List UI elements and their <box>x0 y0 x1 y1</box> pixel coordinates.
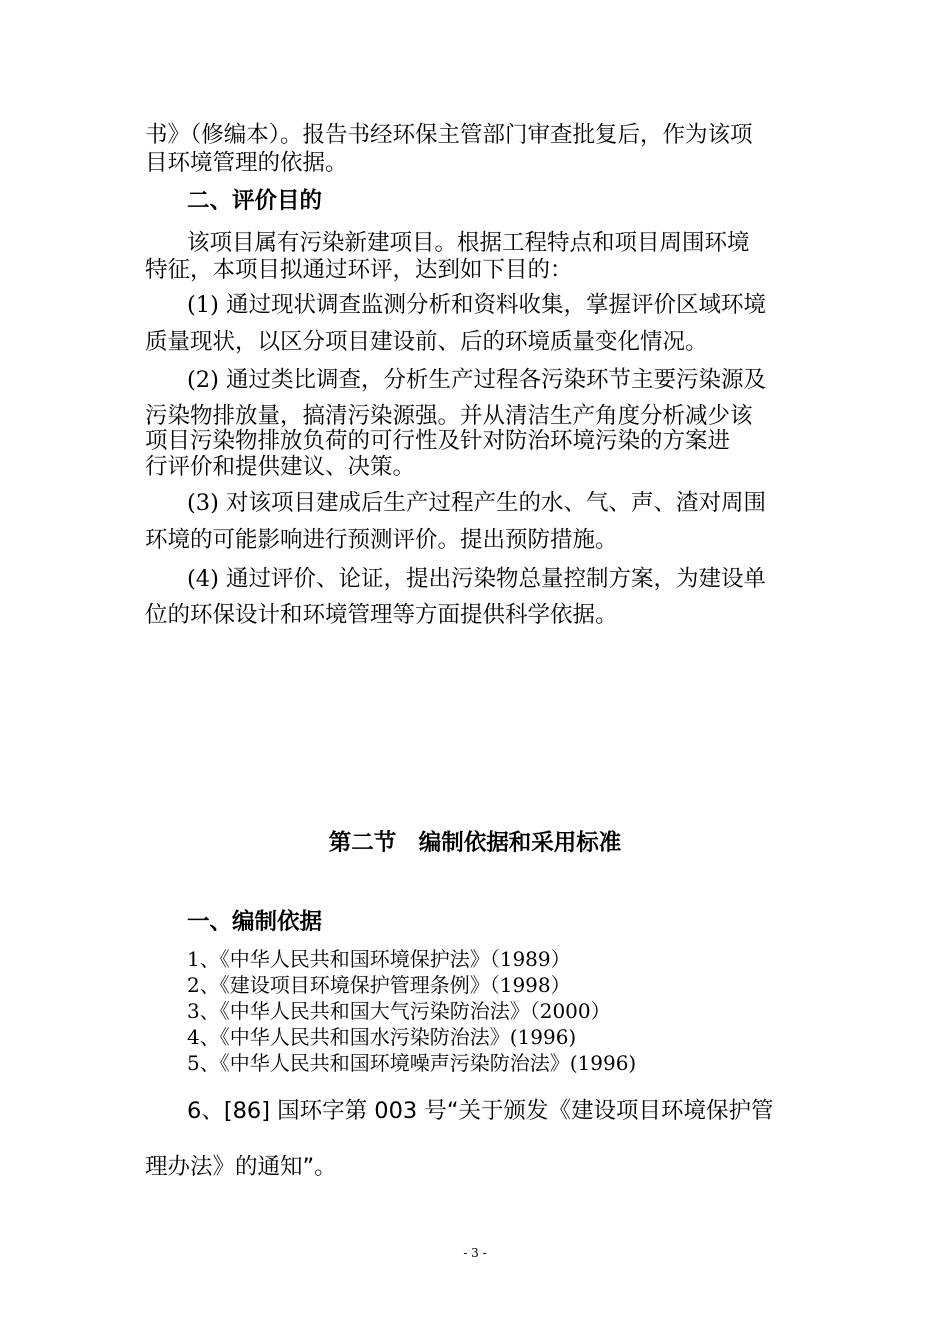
basis-list-item: 5、《中华人民共和国环境噪声污染防治法》(1996) <box>187 1051 637 1075</box>
paragraph-line: 书》（修编本）。报告书经环保主管部门审查批复后，作为该项 <box>145 122 753 148</box>
purpose-item-line: 行评价和提供建议、决策。 <box>145 454 416 480</box>
basis-list-item: 1、《中华人民共和国环境保护法》（1989） <box>187 947 571 971</box>
page-number: - 3 - <box>463 1246 487 1260</box>
basis-list-item: 4、《中华人民共和国水污染防治法》(1996) <box>187 1025 577 1049</box>
basis-list-item: 3、《中华人民共和国大气污染防治法》（2000） <box>187 999 611 1023</box>
purpose-item-line: (3) 对该项目建成后生产过程产生的水、气、声、渣对周围 <box>187 490 767 516</box>
purpose-item-line: 环境的可能影响进行预测评价。提出预防措施。 <box>145 527 618 553</box>
purpose-item-line: 项目污染物排放负荷的可行性及针对防治环境污染的方案进 <box>145 428 731 454</box>
paragraph-line: 目环境管理的依据。 <box>145 150 348 176</box>
purpose-item-line: 位的环保设计和环境管理等方面提供科学依据。 <box>145 602 618 628</box>
purpose-item-line: 质量现状，以区分项目建设前、后的环境质量变化情况。 <box>145 329 708 355</box>
purpose-item-line: (1) 通过现状调查监测分析和资料收集，掌握评价区域环境 <box>187 292 767 318</box>
section-heading: 一、编制依据 <box>187 909 323 935</box>
purpose-item-line: 污染物排放量，搞清污染源强。并从清洁生产角度分析减少该 <box>145 403 753 429</box>
section-heading: 二、评价目的 <box>187 188 323 214</box>
purpose-item-line: (4) 通过评价、论证，提出污染物总量控制方案，为建设单 <box>187 566 767 592</box>
paragraph-line: 该项目属有污染新建项目。根据工程特点和项目周围环境 <box>187 230 750 256</box>
chapter-title: 第二节 编制依据和采用标准 <box>328 830 622 856</box>
purpose-item-line: (2) 通过类比调查，分析生产过程各污染环节主要污染源及 <box>187 367 767 393</box>
paragraph-line: 特征，本项目拟通过环评，达到如下目的： <box>145 257 573 283</box>
basis-list-item: 理办法》的通知”。 <box>145 1154 337 1180</box>
basis-list-item: 6、[86] 国环字第 003 号“关于颁发《建设项目环境保护管 <box>187 1098 774 1124</box>
basis-list-item: 2、《建设项目环境保护管理条例》（1998） <box>187 973 571 997</box>
